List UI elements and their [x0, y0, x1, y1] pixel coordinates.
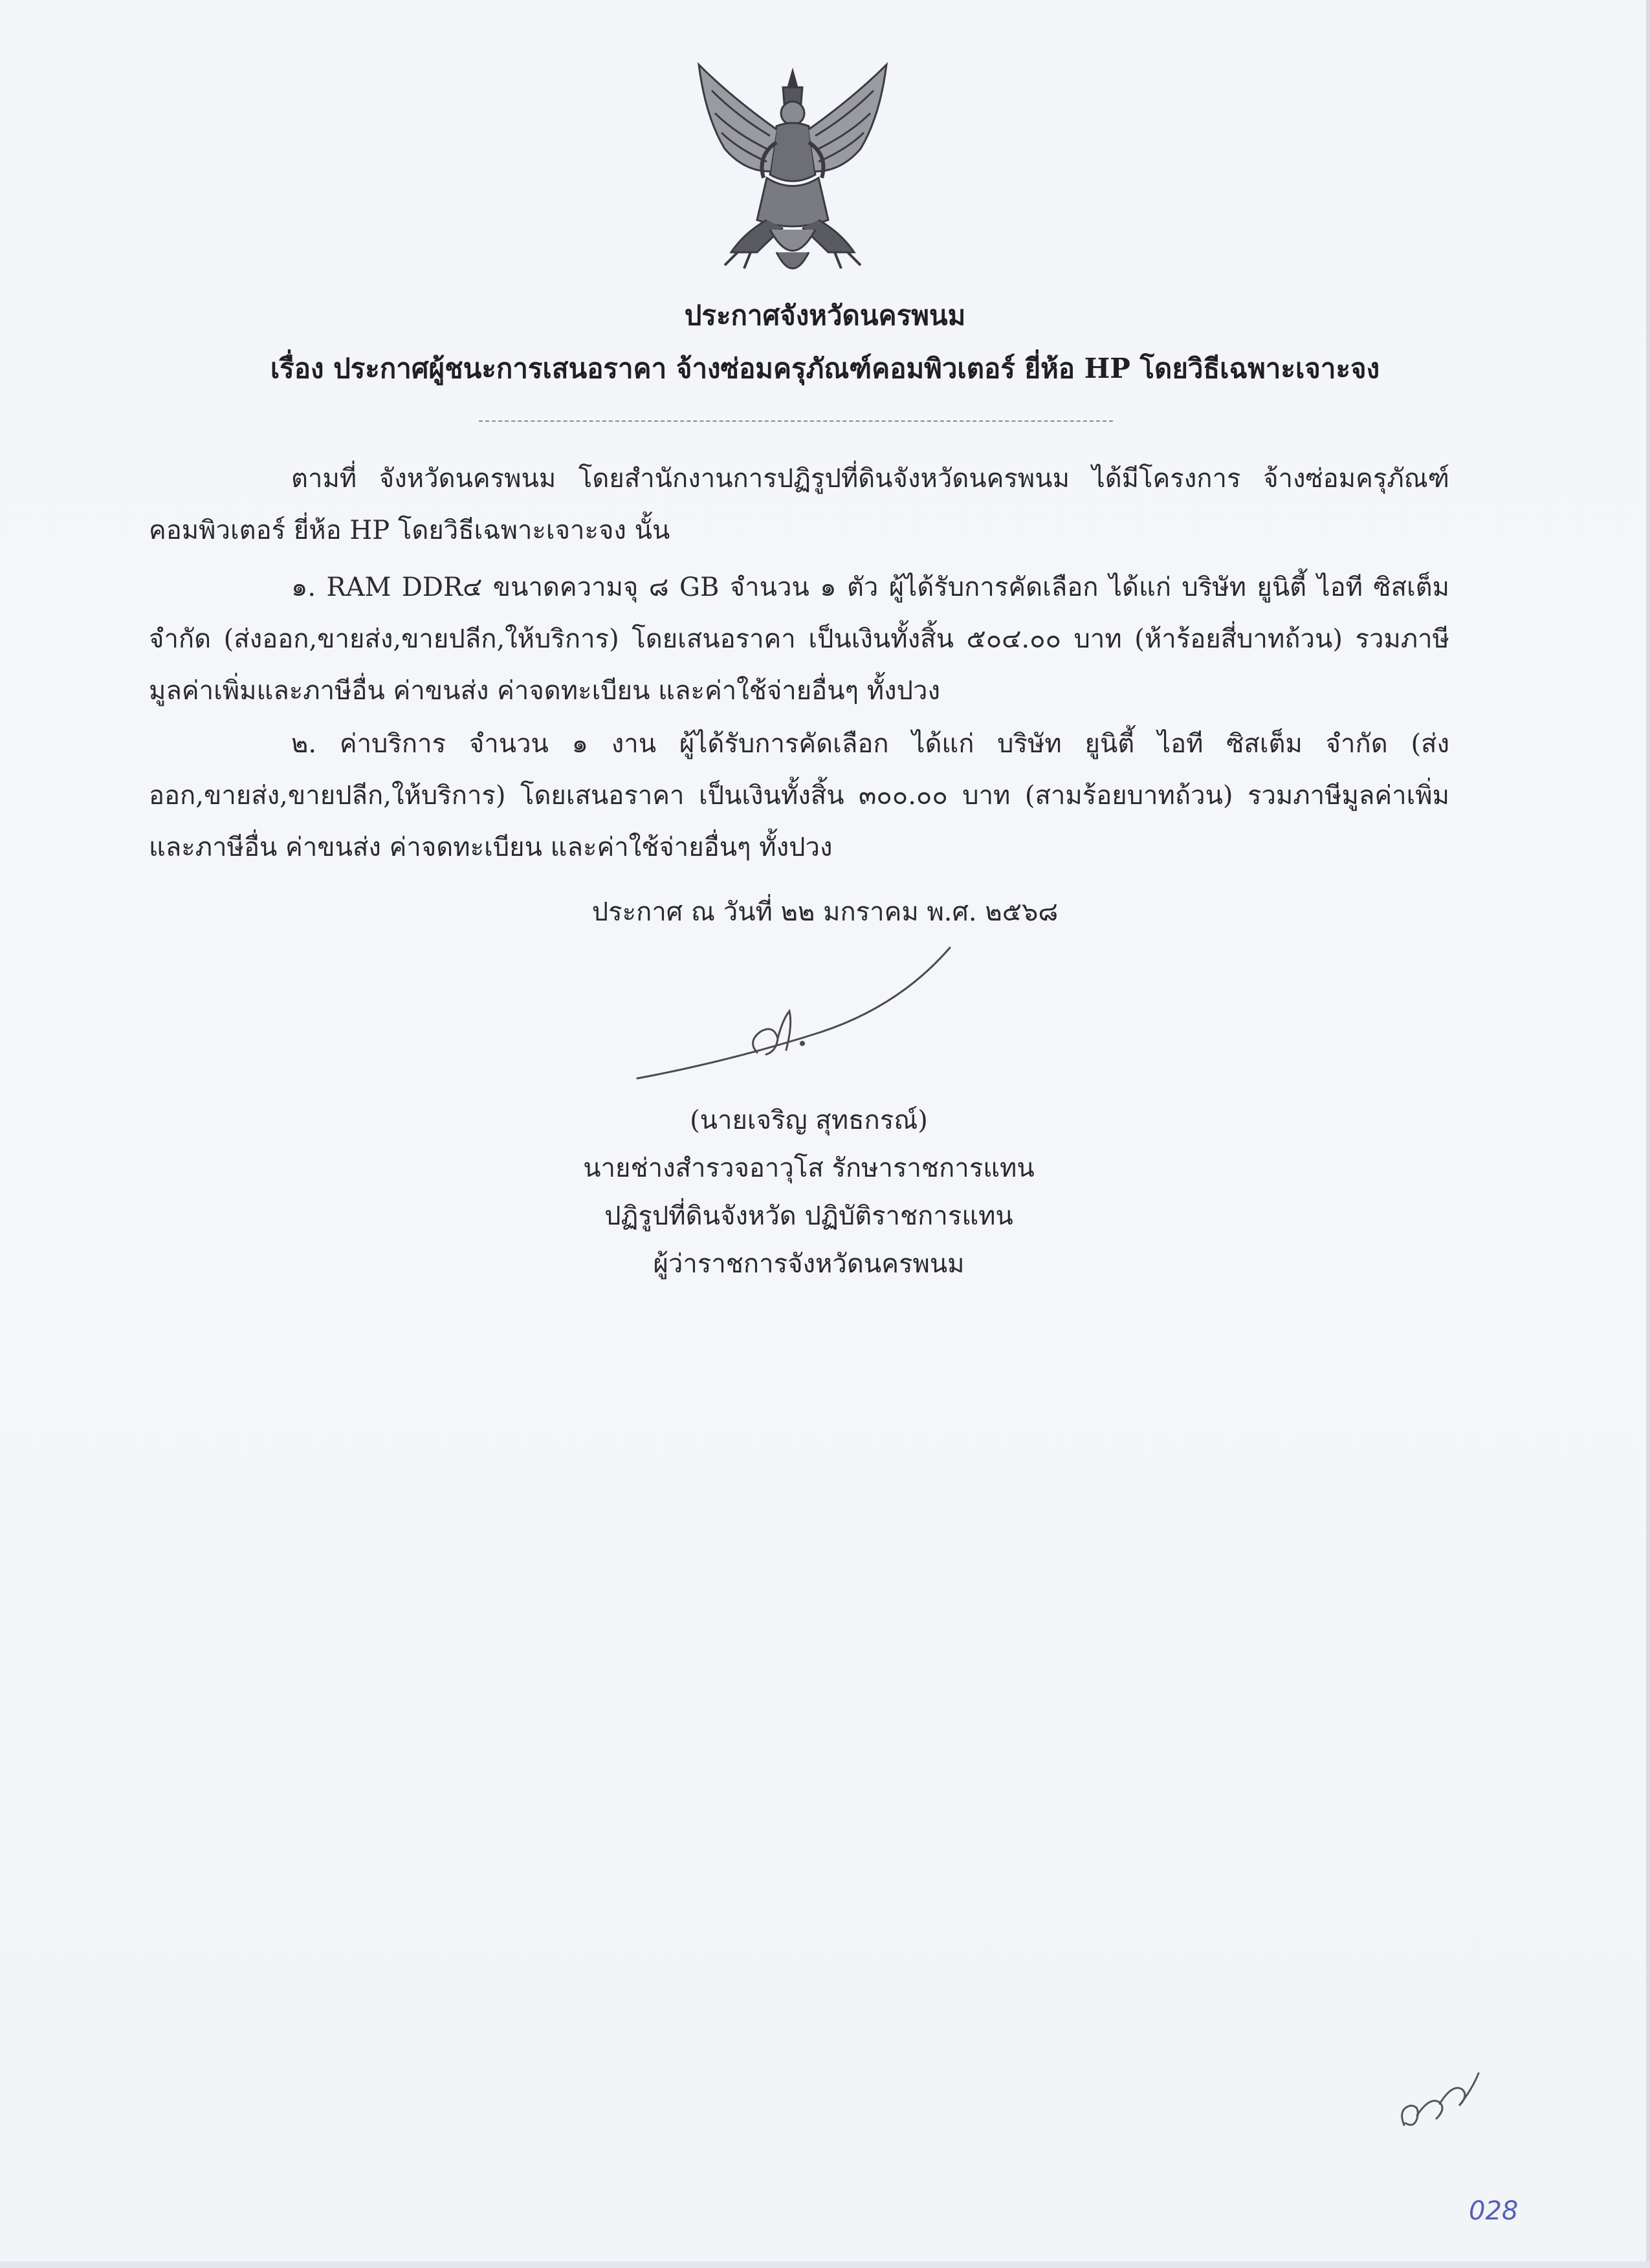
document-title: ประกาศจังหวัดนครพนม: [684, 300, 966, 331]
handwritten-initials-mark: [1391, 2064, 1488, 2135]
intro-paragraph: ตามที่ จังหวัดนครพนม โดยสำนักงานการปฏิรูปที่ดินจังหวัดนครพนม ได้มีโครงการ จ้างซ่อมครุภัณฑ์คอมพิวเตอร์ ยี่ห้อ HP โดยวิธีเฉพาะเจาะจง นั้น: [149, 464, 1449, 545]
page-number: 028: [1469, 2196, 1519, 2226]
document-subject: เรื่อง ประกาศผู้ชนะการเสนอราคา จ้างซ่อมครุภัณฑ์คอมพิวเตอร์ ยี่ห้อ HP โดยวิธีเฉพาะเจาะจง: [270, 353, 1380, 384]
signature-block: [569, 1096, 1048, 1288]
page-edge-shadow: [1646, 0, 1650, 2268]
signer-position-3: ผู้ว่าราชการจังหวัดนครพนม: [653, 1249, 965, 1279]
signer-position-2: ปฏิรูปที่ดินจังหวัด ปฏิบัติราชการแทน: [604, 1201, 1013, 1231]
item-2-paragraph: ๒. ค่าบริการ จำนวน ๑ งาน ผู้ได้รับการคัดเลือก ได้แก่ บริษัท ยูนิตี้ ไอที ซิสเต็ม จำกัด (ส่งออก,ขายส่ง,ขายปลีก,ให้บริการ) โดยเสนอราคา เป็นเงินทั้งสิ้น ๓๐๐.๐๐ บาท (สามร้อยบาทถ้วน) รวมภาษีมูลค่าเพิ่มและภาษีอื่น ค่าขนส่ง ค่าจดทะเบียน และค่าใช้จ่ายอื่นๆ ทั้งปวง: [149, 729, 1449, 862]
title-divider: [479, 420, 1113, 422]
item-1-paragraph: ๑. RAM DDR๔ ขนาดความจุ ๘ GB จำนวน ๑ ตัว ผู้ได้รับการคัดเลือก ได้แก่ บริษัท ยูนิตี้ ไอที ซิสเต็ม จำกัด (ส่งออก,ขายส่ง,ขายปลีก,ให้บริการ) โดยเสนอราคา เป็นเงินทั้งสิ้น ๕๐๔.๐๐ บาท (ห้าร้อยสี่บาทถ้วน) รวมภาษีมูลค่าเพิ่มและภาษีอื่น ค่าขนส่ง ค่าจดทะเบียน และค่าใช้จ่ายอื่นๆ ทั้งปวง: [149, 572, 1449, 706]
signature-mark: [628, 941, 964, 1090]
signer-position-1: นายช่างสำรวจอาวุโส รักษาราชการแทน: [583, 1153, 1035, 1183]
announcement-date: ประกาศ ณ วันที่ ๒๒ มกราคม พ.ศ. ๒๕๖๘: [591, 897, 1059, 927]
garuda-emblem-icon: [686, 58, 899, 291]
page-bottom-edge: [0, 2262, 1650, 2268]
signer-name: (นายเจริญ สุทธกรณ์): [690, 1106, 928, 1135]
